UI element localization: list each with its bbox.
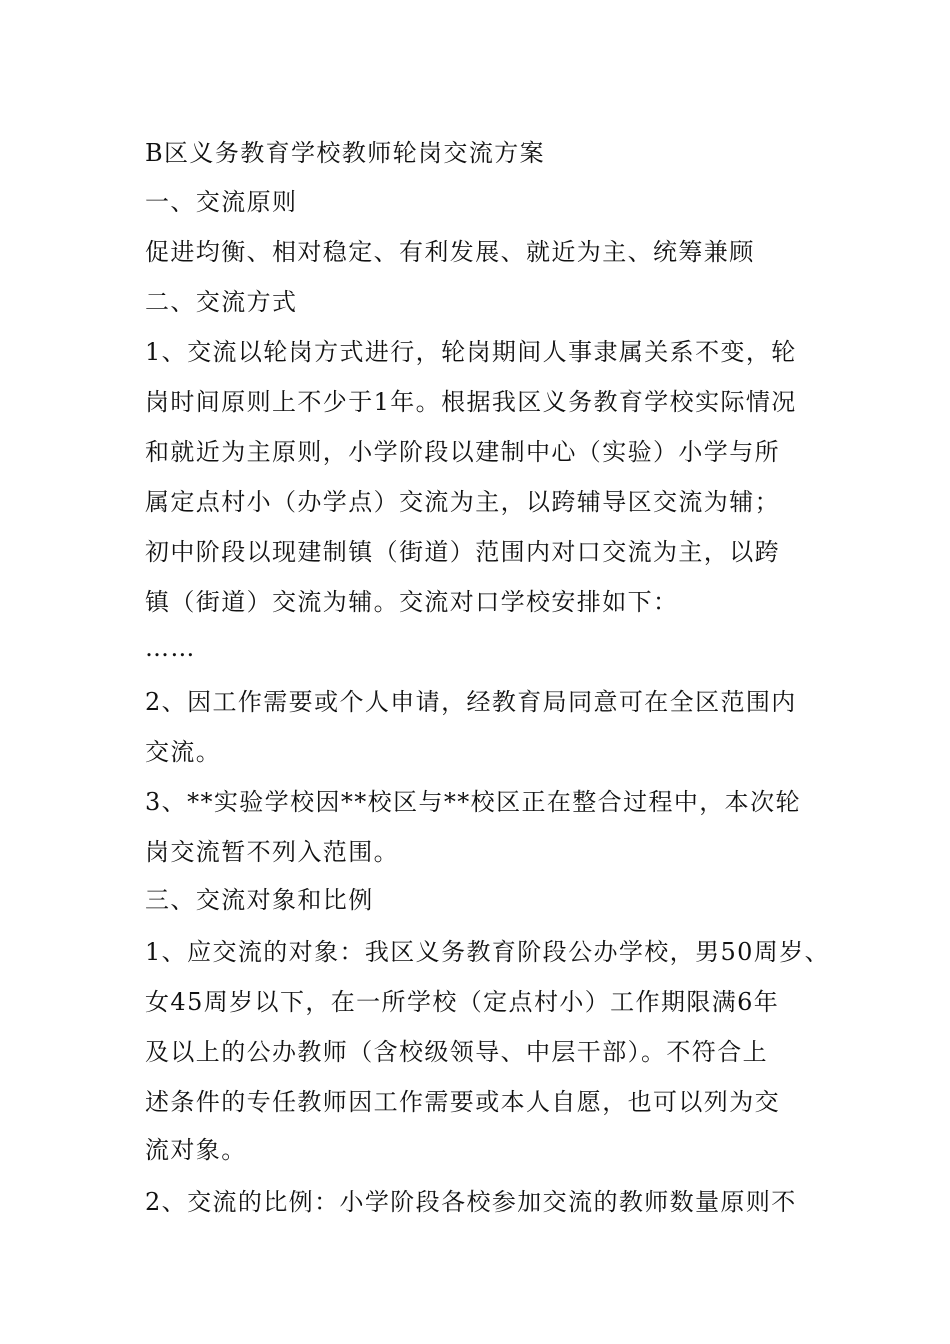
paragraph-line: 及以上的公办教师（含校级领导、中层干部）。不符合上 <box>145 1038 768 1066</box>
paragraph-line: 镇（街道）交流为辅。交流对口学校安排如下： <box>145 588 679 616</box>
paragraph-line: 3、**实验学校因**校区与**校区正在整合过程中，本次轮 <box>145 788 801 816</box>
paragraph-line: 和就近为主原则，小学阶段以建制中心（实验）小学与所 <box>145 438 780 466</box>
paragraph-line: 岗交流暂不列入范围。 <box>145 838 399 866</box>
paragraph-line: 女45周岁以下，在一所学校（定点村小）工作期限满6年 <box>145 988 780 1016</box>
paragraph-line: 2、交流的比例：小学阶段各校参加交流的教师数量原则不 <box>145 1188 797 1216</box>
paragraph-line: 1、应交流的对象：我区义务教育阶段公办学校，男50周岁、 <box>145 938 831 966</box>
paragraph-line: 交流。 <box>145 738 222 766</box>
document-title: B区义务教育学校教师轮岗交流方案 <box>145 139 546 167</box>
paragraph-line: 促进均衡、相对稳定、有利发展、就近为主、统筹兼顾 <box>145 238 755 266</box>
paragraph-line: 初中阶段以现建制镇（街道）范围内对口交流为主，以跨 <box>145 538 780 566</box>
paragraph-line: 属定点村小（办学点）交流为主，以跨辅导区交流为辅； <box>145 488 780 516</box>
ellipsis-line: …… <box>145 634 196 662</box>
section-heading-targets: 三、交流对象和比例 <box>145 886 374 914</box>
section-heading-principles: 一、交流原则 <box>145 188 298 216</box>
paragraph-line: 述条件的专任教师因工作需要或本人自愿，也可以列为交 <box>145 1088 780 1116</box>
paragraph-line: 1、交流以轮岗方式进行，轮岗期间人事隶属关系不变，轮 <box>145 338 797 366</box>
paragraph-line: 岗时间原则上不少于1年。根据我区义务教育学校实际情况 <box>145 388 797 416</box>
paragraph-line: 2、因工作需要或个人申请，经教育局同意可在全区范围内 <box>145 688 797 716</box>
paragraph-line: 流对象。 <box>145 1136 247 1164</box>
section-heading-method: 二、交流方式 <box>145 288 298 316</box>
